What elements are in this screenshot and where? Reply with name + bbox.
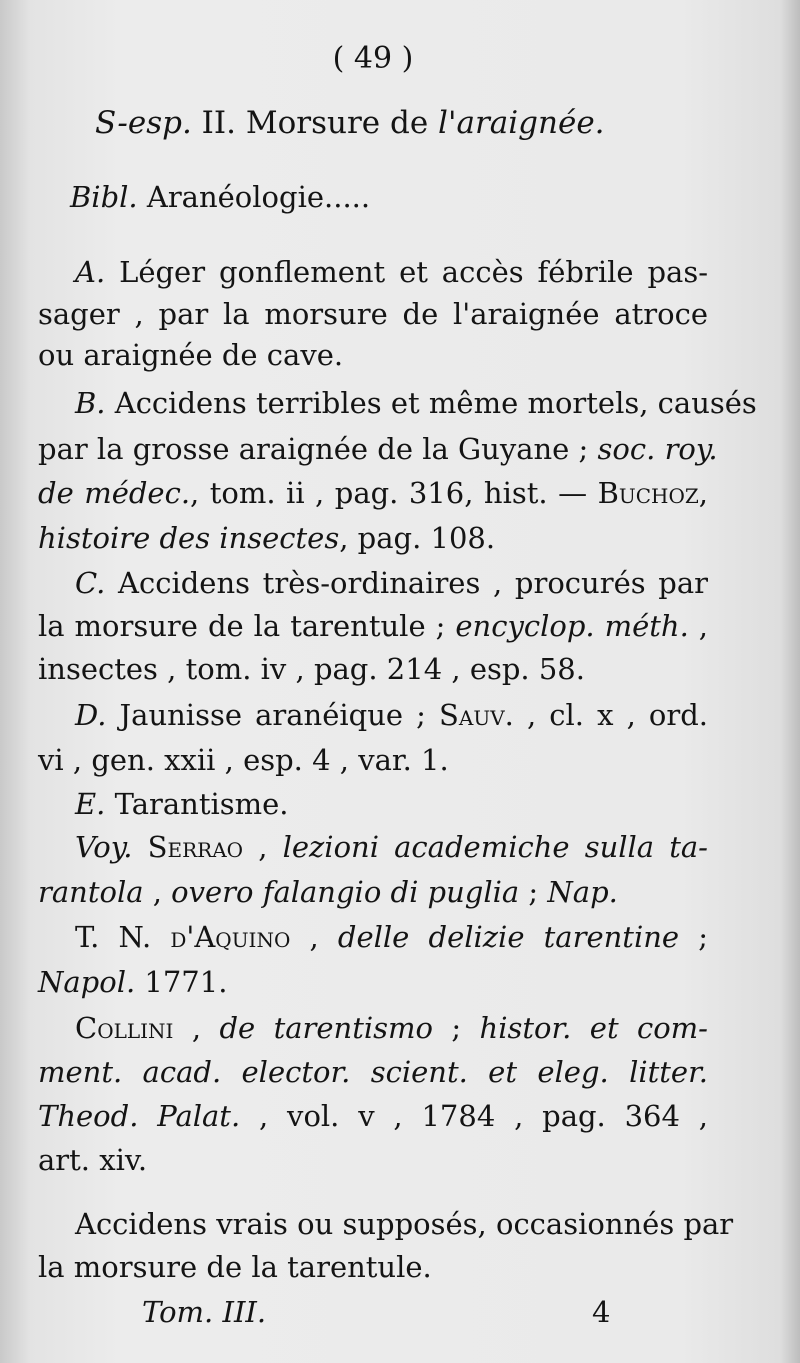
entry-c-line-3: insectes , tom. iv , pag. 214 , esp. 58.	[38, 652, 585, 686]
entry-e-line: E. Tarantisme.	[75, 787, 289, 821]
voy-line-2: rantola , overo falangio di puglia ; Nap.	[38, 875, 618, 909]
entry-b-line-3: de médec., tom. ii , pag. 316, hist. — Buchoz,	[38, 476, 708, 510]
entry-b-line-4: histoire des insectes, pag. 108.	[38, 521, 496, 555]
aquino-line-2: Napol. 1771.	[38, 965, 228, 999]
collini-line-4: art. xiv.	[38, 1143, 148, 1177]
collini-line-2: ment. acad. elector. scient. et eleg. litter.	[38, 1055, 708, 1089]
footer-signature: 4	[592, 1295, 611, 1329]
entry-b-line-2: par la grosse araignée de la Guyane ; soc. roy.	[38, 432, 718, 466]
entry-c-line-2: la morsure de la tarentule ; encyclop. méth. ,	[38, 609, 709, 643]
entry-c-line-1: C. Accidens très-ordinaires , procurés par	[75, 566, 708, 600]
aquino-line-1: T. N. d'Aquino , delle delizie tarentine ;	[75, 920, 709, 954]
collini-line-1: Collini , de tarentismo ; histor. et com-	[75, 1011, 708, 1045]
entry-a-line-2: sager , par la morsure de l'araignée atroce	[38, 297, 708, 331]
footer-volume: Tom. III.	[142, 1295, 267, 1329]
entry-b-line-1: B. Accidens terribles et même mortels, causés	[75, 386, 757, 420]
voy-line-1: Voy. Serrao , lezioni academiche sulla ta-	[75, 830, 708, 864]
section-heading: S-esp. II. Morsure de l'araignée.	[95, 105, 605, 141]
entry-a-line-3: ou araignée de cave.	[38, 338, 344, 372]
closing-line-2: la morsure de la tarentule.	[38, 1250, 432, 1284]
bibliography-line: Bibl. Aranéologie.....	[70, 180, 371, 214]
entry-a-line-1: A. Léger gonflement et accès fébrile pas-	[75, 255, 708, 289]
entry-d-line-2: vi , gen. xxii , esp. 4 , var. 1.	[38, 743, 449, 777]
collini-line-3: Theod. Palat. , vol. v , 1784 , pag. 364 ,	[38, 1099, 708, 1133]
closing-line-1: Accidens vrais ou supposés, occasionnés par	[75, 1207, 734, 1241]
page-number: ( 49 )	[332, 41, 414, 76]
entry-d-line-1: D. Jaunisse aranéique ; Sauv. , cl. x , ord.	[75, 698, 708, 732]
